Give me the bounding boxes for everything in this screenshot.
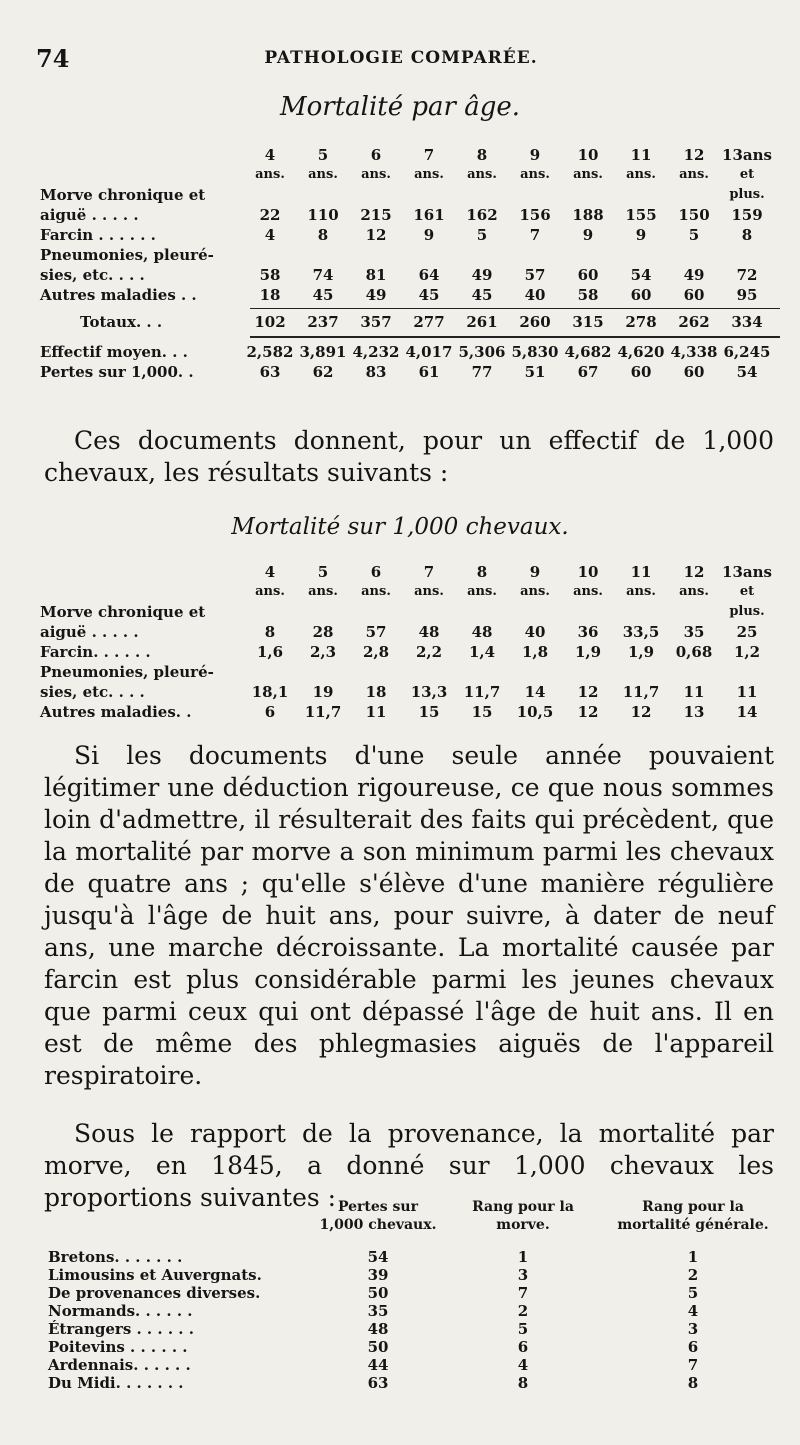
table-cell: 49 <box>683 266 705 284</box>
column-unit: ans. <box>308 167 338 182</box>
table-cell: 11 <box>683 683 705 701</box>
table-cell: 60 <box>683 286 705 304</box>
page-header <box>36 44 766 74</box>
column-header <box>457 562 507 602</box>
table-cell: 6 <box>264 703 276 721</box>
table-cell: 0,68 <box>675 643 713 661</box>
column-age: 4 <box>264 146 276 164</box>
effectif-row <box>40 342 780 362</box>
column-unit: et plus. <box>729 167 765 202</box>
provenance-value: 5 <box>687 1284 699 1302</box>
column-unit: ans. <box>414 167 444 182</box>
column-age: 12 <box>683 146 705 164</box>
column-header <box>298 562 348 602</box>
table-row <box>40 702 780 722</box>
table-cell: 60 <box>683 363 705 381</box>
row-label-line: Pneumonies, pleuré- <box>40 663 214 681</box>
table-cell: 278 <box>625 313 657 331</box>
column-unit: ans. <box>679 167 709 182</box>
table-cell: 3,891 <box>299 343 347 361</box>
row-label: Totaux. . . <box>80 313 163 331</box>
table-cell: 14 <box>524 683 546 701</box>
table-cell: 5 <box>476 226 488 244</box>
table-cell: 58 <box>577 286 599 304</box>
row-label: Pertes sur 1,000. . <box>40 363 194 381</box>
provenance-headers <box>48 1198 778 1248</box>
provenance-value: 50 <box>367 1284 389 1302</box>
provenance-value: 50 <box>367 1338 389 1356</box>
column-age: 8 <box>476 563 488 581</box>
column-age: 7 <box>423 146 435 164</box>
row-label <box>40 702 240 722</box>
row-label-line: Farcin. . . . . . <box>40 643 151 661</box>
table-cell: 28 <box>312 623 334 641</box>
provenance-value: 4 <box>517 1356 529 1374</box>
table-cell: 64 <box>418 266 440 284</box>
table-cell: 315 <box>572 313 604 331</box>
row-label-line: sies, etc. . . . <box>40 266 145 284</box>
column-unit: ans. <box>573 584 603 599</box>
table-cell: 1,9 <box>574 643 602 661</box>
row-label <box>40 185 240 225</box>
provenance-label: De provenances diverses. <box>48 1284 261 1302</box>
table-cell: 83 <box>365 363 387 381</box>
table-cell: 9 <box>423 226 435 244</box>
table-cell: 2,582 <box>246 343 294 361</box>
table-cell: 4,338 <box>670 343 718 361</box>
table-cell: 48 <box>471 623 493 641</box>
table-cell: 1,9 <box>627 643 655 661</box>
table-row <box>40 185 780 225</box>
provenance-value: 44 <box>367 1356 389 1374</box>
provenance-label: Étrangers . . . . . . <box>48 1320 194 1338</box>
table-cell: 45 <box>418 286 440 304</box>
row-label: Effectif moyen. . . <box>40 343 188 361</box>
table-cell: 58 <box>259 266 281 284</box>
provenance-value: 54 <box>367 1248 389 1266</box>
column-unit: ans. <box>626 167 656 182</box>
row-label <box>40 662 240 702</box>
table-cell: 6,245 <box>723 343 771 361</box>
table-cell: 40 <box>524 623 546 641</box>
table-cell: 11,7 <box>304 703 342 721</box>
table-cell: 60 <box>577 266 599 284</box>
column-header <box>616 145 666 185</box>
provenance-row <box>48 1248 778 1266</box>
paragraph-2 <box>44 740 774 1092</box>
column-age: 11 <box>630 563 652 581</box>
provenance-row <box>48 1356 778 1374</box>
running-title: PATHOLOGIE COMPARÉE. <box>264 48 538 68</box>
column-unit: ans. <box>361 584 391 599</box>
table-cell: 8 <box>264 623 276 641</box>
table-cell: 12 <box>365 226 387 244</box>
page-number: 74 <box>36 44 70 73</box>
provenance-value: 6 <box>517 1338 529 1356</box>
table-cell: 5,830 <box>511 343 559 361</box>
provenance-value: 1 <box>517 1248 529 1266</box>
column-header <box>510 145 560 185</box>
pertes-row <box>40 362 780 382</box>
column-header <box>510 562 560 602</box>
column-header <box>351 145 401 185</box>
provenance-row <box>48 1320 778 1338</box>
provenance-value: 6 <box>687 1338 699 1356</box>
column-header <box>563 145 613 185</box>
row-label <box>40 602 240 642</box>
table-cell: 188 <box>572 206 604 224</box>
table2-caption: Mortalité sur 1,000 chevaux. <box>231 514 569 540</box>
row-label-line: Farcin . . . . . . <box>40 226 156 244</box>
provenance-value: 2 <box>517 1302 529 1320</box>
paragraph-1-text: Ces documents donnent, pour un effectif de 1,000 chevaux, les résultats suivants : <box>44 426 774 487</box>
column-age: 13ans <box>722 146 772 164</box>
column-age: 5 <box>317 563 329 581</box>
row-label <box>40 642 240 662</box>
column-header <box>351 562 401 602</box>
table-cell: 1,6 <box>256 643 284 661</box>
table-cell: 18 <box>259 286 281 304</box>
column-age: 6 <box>370 146 382 164</box>
table-cell: 57 <box>524 266 546 284</box>
table-cell: 15 <box>418 703 440 721</box>
table-cell: 13,3 <box>410 683 448 701</box>
column-age: 5 <box>317 146 329 164</box>
provenance-row <box>48 1284 778 1302</box>
table-cell: 8 <box>317 226 329 244</box>
row-label-line: Morve chronique et <box>40 186 206 204</box>
table-cell: 12 <box>577 703 599 721</box>
provenance-value: 4 <box>687 1302 699 1320</box>
table-cell: 261 <box>466 313 498 331</box>
row-label <box>40 225 240 245</box>
provenance-row <box>48 1302 778 1320</box>
table-cell: 159 <box>731 206 763 224</box>
table-cell: 5,306 <box>458 343 506 361</box>
provenance-value: 35 <box>367 1302 389 1320</box>
table-cell: 63 <box>259 363 281 381</box>
provenance-header <box>603 1198 783 1234</box>
table-row <box>40 225 780 245</box>
mortality-per-1000-table <box>40 562 780 722</box>
table-cell: 49 <box>365 286 387 304</box>
table-cell: 156 <box>519 206 551 224</box>
table-cell: 12 <box>577 683 599 701</box>
table-cell: 60 <box>630 363 652 381</box>
column-unit: ans. <box>573 167 603 182</box>
table-cell: 357 <box>360 313 392 331</box>
table-row <box>40 642 780 662</box>
table1-caption: Mortalité par âge. <box>279 92 521 122</box>
table-cell: 11,7 <box>622 683 660 701</box>
column-unit: ans. <box>255 167 285 182</box>
table-cell: 18 <box>365 683 387 701</box>
table-cell: 161 <box>413 206 445 224</box>
column-unit: ans. <box>520 167 550 182</box>
table-row <box>40 285 780 305</box>
table-cell: 22 <box>259 206 281 224</box>
column-unit: ans. <box>467 167 497 182</box>
provenance-header-line: Rang pour la <box>472 1199 574 1215</box>
table-cell: 54 <box>736 363 758 381</box>
table-cell: 60 <box>630 286 652 304</box>
table-cell: 1,2 <box>733 643 761 661</box>
column-header <box>669 145 719 185</box>
table-cell: 49 <box>471 266 493 284</box>
table-cell: 4 <box>264 226 276 244</box>
provenance-label: Bretons. . . . . . . <box>48 1248 183 1266</box>
column-header <box>245 145 295 185</box>
column-header <box>404 145 454 185</box>
table-cell: 54 <box>630 266 652 284</box>
provenance-value: 3 <box>687 1320 699 1338</box>
provenance-row <box>48 1374 778 1392</box>
provenance-label: Poitevins . . . . . . <box>48 1338 188 1356</box>
table-rule <box>250 336 780 338</box>
table-cell: 7 <box>529 226 541 244</box>
table-cell: 2,3 <box>309 643 337 661</box>
row-label-line: Autres maladies . . <box>40 286 197 304</box>
table-cell: 8 <box>741 226 753 244</box>
row-label-line: aiguë . . . . . <box>40 206 139 224</box>
column-age: 10 <box>577 146 599 164</box>
table-cell: 40 <box>524 286 546 304</box>
provenance-value: 63 <box>367 1374 389 1392</box>
table-cell: 9 <box>582 226 594 244</box>
column-unit: ans. <box>255 584 285 599</box>
table-cell: 19 <box>312 683 334 701</box>
table-cell: 95 <box>736 286 758 304</box>
column-header <box>298 145 348 185</box>
table-cell: 1,8 <box>521 643 549 661</box>
paragraph-3-text: Sous le rapport de la provenance, la mortalité par morve, en 1845, a donné sur 1,000 chevaux les proportions suivantes : <box>44 1119 774 1212</box>
table-cell: 260 <box>519 313 551 331</box>
column-age: 11 <box>630 146 652 164</box>
row-label-line: aiguë . . . . . <box>40 623 139 641</box>
provenance-header-line: Pertes sur <box>337 1199 418 1215</box>
table-cell: 5 <box>688 226 700 244</box>
table-cell: 155 <box>625 206 657 224</box>
row-label <box>40 245 240 285</box>
column-age: 6 <box>370 563 382 581</box>
table-cell: 102 <box>254 313 286 331</box>
table-rule <box>250 308 780 309</box>
table-cell: 45 <box>471 286 493 304</box>
provenance-label: Du Midi. . . . . . . <box>48 1374 184 1392</box>
table-cell: 150 <box>678 206 710 224</box>
table-cell: 1,4 <box>468 643 496 661</box>
provenance-value: 48 <box>367 1320 389 1338</box>
table-cell: 67 <box>577 363 599 381</box>
table-cell: 35 <box>683 623 705 641</box>
paragraph-1 <box>44 425 774 489</box>
provenance-value: 8 <box>687 1374 699 1392</box>
column-age: 7 <box>423 563 435 581</box>
table-cell: 15 <box>471 703 493 721</box>
column-unit: ans. <box>679 584 709 599</box>
table-cell: 77 <box>471 363 493 381</box>
column-header <box>245 562 295 602</box>
column-unit: et plus. <box>729 584 765 619</box>
table-cell: 2,8 <box>362 643 390 661</box>
provenance-label: Limousins et Auvergnats. <box>48 1266 262 1284</box>
provenance-header-line: 1,000 chevaux. <box>319 1217 437 1233</box>
column-age: 12 <box>683 563 705 581</box>
table-cell: 61 <box>418 363 440 381</box>
table-cell: 14 <box>736 703 758 721</box>
table-cell: 36 <box>577 623 599 641</box>
table-cell: 13 <box>683 703 705 721</box>
column-unit: ans. <box>520 584 550 599</box>
table-row <box>40 245 780 285</box>
table-cell: 4,620 <box>617 343 665 361</box>
table-cell: 110 <box>307 206 339 224</box>
column-header <box>404 562 454 602</box>
row-label-line: Autres maladies. . <box>40 703 192 721</box>
provenance-row <box>48 1266 778 1284</box>
table-cell: 4,017 <box>405 343 453 361</box>
table-cell: 72 <box>736 266 758 284</box>
provenance-value: 1 <box>687 1248 699 1266</box>
table-cell: 162 <box>466 206 498 224</box>
table-cell: 45 <box>312 286 334 304</box>
table-cell: 48 <box>418 623 440 641</box>
column-age: 13ans <box>722 563 772 581</box>
table-cell: 18,1 <box>251 683 289 701</box>
table-cell: 74 <box>312 266 334 284</box>
provenance-value: 7 <box>687 1356 699 1374</box>
row-label-line: Pneumonies, pleuré- <box>40 246 214 264</box>
provenance-value: 5 <box>517 1320 529 1338</box>
totals-row <box>40 312 780 332</box>
column-age: 10 <box>577 563 599 581</box>
table-cell: 2,2 <box>415 643 443 661</box>
table-cell: 11 <box>365 703 387 721</box>
table-cell: 277 <box>413 313 445 331</box>
column-unit: ans. <box>361 167 391 182</box>
column-unit: ans. <box>308 584 338 599</box>
provenance-table <box>48 1198 778 1392</box>
provenance-value: 8 <box>517 1374 529 1392</box>
table-cell: 9 <box>635 226 647 244</box>
table-cell: 25 <box>736 623 758 641</box>
provenance-header <box>318 1198 438 1234</box>
provenance-header-line: mortalité générale. <box>617 1217 769 1233</box>
provenance-row <box>48 1338 778 1356</box>
provenance-header <box>458 1198 588 1234</box>
table-cell: 62 <box>312 363 334 381</box>
table-cell: 57 <box>365 623 387 641</box>
table-cell: 12 <box>630 703 652 721</box>
provenance-header-line: morve. <box>496 1217 550 1233</box>
column-header <box>669 562 719 602</box>
table-row <box>40 602 780 642</box>
column-age: 4 <box>264 563 276 581</box>
paragraph-2-text: Si les documents d'une seule année pouvaient légitimer une déduction rigoureuse, ce que nous sommes loin d'admettre, il résulterait des faits qui précèdent, que la mortalité par morve a son minimum parmi les chevaux de quatre ans ; qu'elle s'élève d'une manière régulière jusqu'à l'âge de huit ans, pour suivre, à dater de neuf ans, une marche décroissante. La mortalité causée par farcin est plus considérable parmi les jeunes chevaux que parmi ceux qui ont dépassé l'âge de huit ans. Il en est de même des phlegmasies aiguës de l'appareil respiratoire. <box>44 741 774 1090</box>
table-cell: 4,232 <box>352 343 400 361</box>
column-unit: ans. <box>414 584 444 599</box>
row-label-line: sies, etc. . . . <box>40 683 145 701</box>
column-header <box>457 145 507 185</box>
provenance-value: 39 <box>367 1266 389 1284</box>
column-age: 9 <box>529 146 541 164</box>
table-cell: 33,5 <box>622 623 660 641</box>
table-cell: 11 <box>736 683 758 701</box>
column-header <box>563 562 613 602</box>
column-header <box>616 562 666 602</box>
table-cell: 51 <box>524 363 546 381</box>
column-age: 8 <box>476 146 488 164</box>
provenance-label: Ardennais. . . . . . <box>48 1356 191 1374</box>
provenance-value: 3 <box>517 1266 529 1284</box>
mortality-by-age-table <box>40 145 780 382</box>
row-label <box>40 285 240 305</box>
provenance-value: 2 <box>687 1266 699 1284</box>
table-cell: 11,7 <box>463 683 501 701</box>
table-cell: 81 <box>365 266 387 284</box>
column-unit: ans. <box>467 584 497 599</box>
table-cell: 262 <box>678 313 710 331</box>
row-label-line: Morve chronique et <box>40 603 206 621</box>
table-cell: 10,5 <box>516 703 554 721</box>
table-cell: 215 <box>360 206 392 224</box>
table-row <box>40 662 780 702</box>
table-cell: 237 <box>307 313 339 331</box>
provenance-header-line: Rang pour la <box>642 1199 744 1215</box>
table-cell: 4,682 <box>564 343 612 361</box>
column-age: 9 <box>529 563 541 581</box>
column-unit: ans. <box>626 584 656 599</box>
provenance-value: 7 <box>517 1284 529 1302</box>
table-cell: 334 <box>731 313 763 331</box>
provenance-label: Normands. . . . . . <box>48 1302 193 1320</box>
